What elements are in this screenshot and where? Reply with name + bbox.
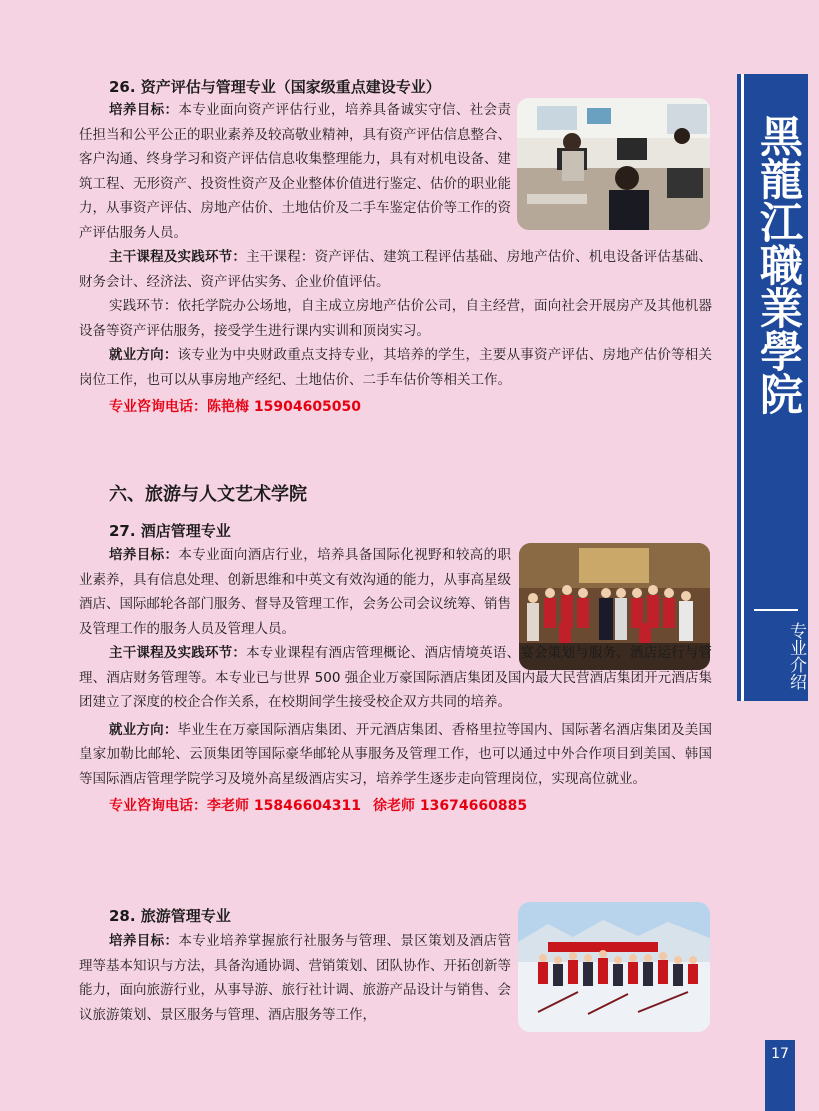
hotline-contact-1: 李老师 15846604311	[207, 798, 362, 814]
major-27-body	[79, 543, 712, 815]
employment-text: 该专业为中央财政重点支持专业，其培养的学生，主要从事资产评估、房地产估价等相关岗位工作，也可以从事房地产经纪、土地估价、二手车估价等相关工作。	[79, 347, 712, 388]
goal-label: 培养目标：	[109, 102, 179, 118]
major-26-hotline	[109, 396, 712, 416]
major-26-courses	[79, 245, 712, 294]
major-26-practice: 实践环节：依托学院办公场地，自主成立房地产估价公司，自主经营，面向社会开展房产及其他机器设备等资产评估服务，接受学生进行课内实训和顶岗实习。	[79, 298, 712, 339]
page-number: 17	[765, 1040, 795, 1111]
goal-text: 本专业面向资产评估行业，培养具备诚实守信、社会责任担当和公平公正的职业素养及较高敬业精神，具有资产评估信息整合、客户沟通、终身学习和资产评估信息收集整理能力，具有对机电设备、建筑工程、无形资产、投资性资产及企业整体价值进行鉴定、估价的职业能力，从事资产评估、房地产估价、土地估价及二手车鉴定估价等工作的资产评估服务人员。	[79, 102, 511, 241]
college-sidebar	[741, 74, 808, 701]
college-6-heading-block	[79, 480, 712, 506]
major-27-goal	[79, 543, 511, 641]
course-text: 主干课程：资产评估、建筑工程评估基础、房地产估价、机电设备评估基础、财务会计、经济法、资产评估实务、企业价值评估。	[79, 249, 712, 290]
college-6-heading: 六、旅游与人文艺术学院	[109, 484, 307, 505]
major-27-courses	[79, 641, 712, 715]
employment-label: 就业方向：	[109, 721, 178, 738]
major-28-goal	[79, 929, 511, 1027]
course-text: 本专业课程有酒店管理概论、酒店情境英语、宴会策划与服务、酒店运行与管理、酒店财务管理等。本专业已与世界 500 强企业万豪国际酒店集团及国内最大民营酒店集团开元酒店集团建立了深度的校企合作关系，在校期间学生接受校企双方共同的培养。	[79, 645, 712, 710]
section-label: 专业介绍	[786, 622, 806, 690]
major-27-heading-block	[79, 520, 712, 541]
college-name-calligraphy: 黑龍江職業學院	[753, 114, 803, 415]
major-27-heading: 27. 酒店管理专业	[109, 522, 231, 540]
hotline-label: 专业咨询电话：	[109, 798, 207, 814]
employment-label: 就业方向：	[109, 347, 178, 363]
goal-label: 培养目标：	[109, 547, 179, 563]
major-28-body	[79, 929, 712, 1027]
major-27-employment	[79, 718, 712, 792]
major-26-heading-block	[79, 76, 712, 97]
goal-text: 本专业培养掌握旅行社服务与管理、景区策划及酒店管理等基本知识与方法，具备沟通协调、营销策划、团队协作、开拓创新等能力，面向旅游行业，从事导游、旅行社计调、旅游产品设计与销售、会议旅游策划、景区服务与管理、酒店服务等工作，	[79, 933, 511, 1023]
hotline-contact: 陈艳梅 15904605050	[207, 399, 362, 415]
major-28-heading: 28. 旅游管理专业	[109, 907, 231, 925]
course-label: 主干课程及实践环节：	[109, 249, 247, 265]
goal-label: 培养目标：	[109, 933, 179, 949]
employment-text: 毕业生在万豪国际酒店集团、开元酒店集团、香格里拉等国内、国际著名酒店集团及美国皇家加勒比邮轮、云顶集团等国际豪华邮轮从事服务及管理工作，也可以通过中外合作项目到美国、韩国等国际酒店管理学院学习及境外高星级酒店实习，培养学生逐步走向管理岗位，实现高位就业。	[79, 721, 712, 787]
sidebar-divider	[754, 609, 798, 611]
major-26-employment	[79, 343, 712, 392]
hotline-contact-2: 徐老师 13674660885	[373, 798, 528, 814]
hotline-label: 专业咨询电话：	[109, 399, 207, 415]
major-27-hotline	[109, 795, 712, 815]
major-26-body	[79, 98, 712, 416]
major-26-heading: 26. 资产评估与管理专业（国家级重点建设专业）	[109, 78, 441, 96]
course-label: 主干课程及实践环节：	[109, 645, 247, 661]
major-26-goal	[79, 98, 511, 245]
goal-text: 本专业面向酒店行业，培养具备国际化视野和较高的职业素养，具有信息处理、创新思维和中英文有效沟通的能力，从事高星级酒店、国际邮轮各部门服务、督导及管理工作，会务公司会议统筹、销售及管理工作的服务人员及管理人员。	[79, 547, 511, 637]
